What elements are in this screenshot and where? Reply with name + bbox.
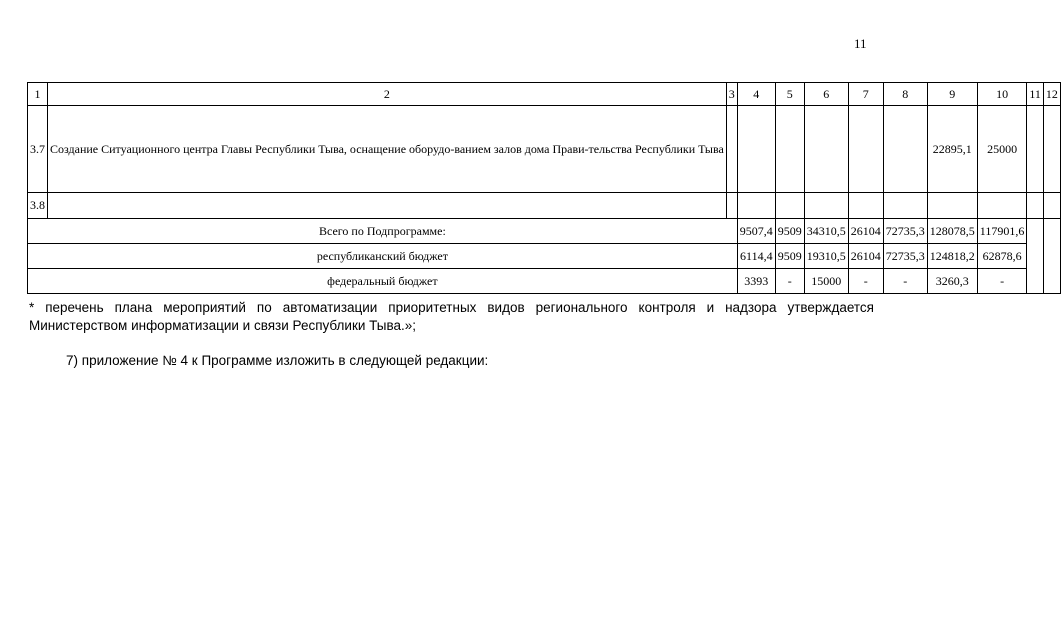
header-cell-2: 2 <box>48 83 727 106</box>
total-value: 26104 <box>848 219 883 244</box>
header-cell-11: 11 <box>1027 83 1044 106</box>
header-cell-10: 10 <box>977 83 1027 106</box>
empty-cell <box>726 193 737 219</box>
total-row-federal-budget <box>28 269 1061 294</box>
total-value: 128078,5 <box>927 219 977 244</box>
total-value: 9509 <box>775 244 804 269</box>
header-cell-3: 3 <box>726 83 737 106</box>
header-cell-6: 6 <box>804 83 848 106</box>
total-value: - <box>977 269 1027 294</box>
merged-cell-col12 <box>1043 219 1060 294</box>
row-name: Создание Ситуационного центра Главы Республики Тыва, оснащение оборудо-ванием залов дома Прави-тельства Республики Тыва <box>48 106 727 193</box>
table-row-3-8 <box>28 193 1061 219</box>
empty-cell <box>977 193 1027 219</box>
empty-cell <box>804 193 848 219</box>
cell-col9: 22895,1 <box>927 106 977 193</box>
total-value: 3393 <box>737 269 775 294</box>
total-value: 26104 <box>848 244 883 269</box>
cell-col3 <box>726 106 737 193</box>
cell-col5 <box>775 106 804 193</box>
cell-col10: 25000 <box>977 106 1027 193</box>
row-number: 3.7 <box>28 106 48 193</box>
total-row-subprogram <box>28 219 1061 244</box>
total-value: 34310,5 <box>804 219 848 244</box>
empty-cell <box>883 193 927 219</box>
header-cell-9: 9 <box>927 83 977 106</box>
total-label: республиканский бюджет <box>28 244 738 269</box>
empty-cell <box>927 193 977 219</box>
table-row-3-7 <box>28 106 1061 193</box>
total-value: 6114,4 <box>737 244 775 269</box>
cell-col7 <box>848 106 883 193</box>
total-value: 62878,6 <box>977 244 1027 269</box>
total-label: федеральный бюджет <box>28 269 738 294</box>
total-value: 3260,3 <box>927 269 977 294</box>
empty-cell <box>1027 193 1044 219</box>
total-label: Всего по Подпрограмме: <box>28 219 738 244</box>
cell-col8 <box>883 106 927 193</box>
total-value: 124818,2 <box>927 244 977 269</box>
header-cell-1: 1 <box>28 83 48 106</box>
header-cell-4: 4 <box>737 83 775 106</box>
page-number: 11 <box>854 36 867 51</box>
empty-cell <box>1043 193 1060 219</box>
total-value: - <box>883 269 927 294</box>
total-value: 72735,3 <box>883 219 927 244</box>
cell-col6 <box>804 106 848 193</box>
empty-cell <box>848 193 883 219</box>
total-value: 117901,6 <box>977 219 1027 244</box>
footnote: * перечень плана мероприятий по автоматизации приоритетных видов регионального контроля и надзора утверждается Министерством информатизации и связи Республики Тыва.»; <box>29 300 874 333</box>
total-row-republic-budget <box>28 244 1061 269</box>
total-value: - <box>775 269 804 294</box>
cell-col12 <box>1043 106 1060 193</box>
header-cell-8: 8 <box>883 83 927 106</box>
total-value: 9509 <box>775 219 804 244</box>
empty-cell <box>737 193 775 219</box>
body-paragraph: 7) приложение № 4 к Программе изложить в следующей редакции: <box>66 353 489 368</box>
table-header-row <box>28 83 1061 106</box>
total-value: 72735,3 <box>883 244 927 269</box>
header-cell-12: 12 <box>1043 83 1060 106</box>
empty-cell <box>775 193 804 219</box>
total-value: 15000 <box>804 269 848 294</box>
row-number: 3.8 <box>28 193 48 219</box>
total-value: 9507,4 <box>737 219 775 244</box>
row-name <box>48 193 727 219</box>
budget-table <box>27 82 1061 294</box>
header-cell-5: 5 <box>775 83 804 106</box>
cell-col11 <box>1027 106 1044 193</box>
total-value: - <box>848 269 883 294</box>
header-cell-7: 7 <box>848 83 883 106</box>
cell-col4 <box>737 106 775 193</box>
total-value: 19310,5 <box>804 244 848 269</box>
merged-cell-col11 <box>1027 219 1044 294</box>
